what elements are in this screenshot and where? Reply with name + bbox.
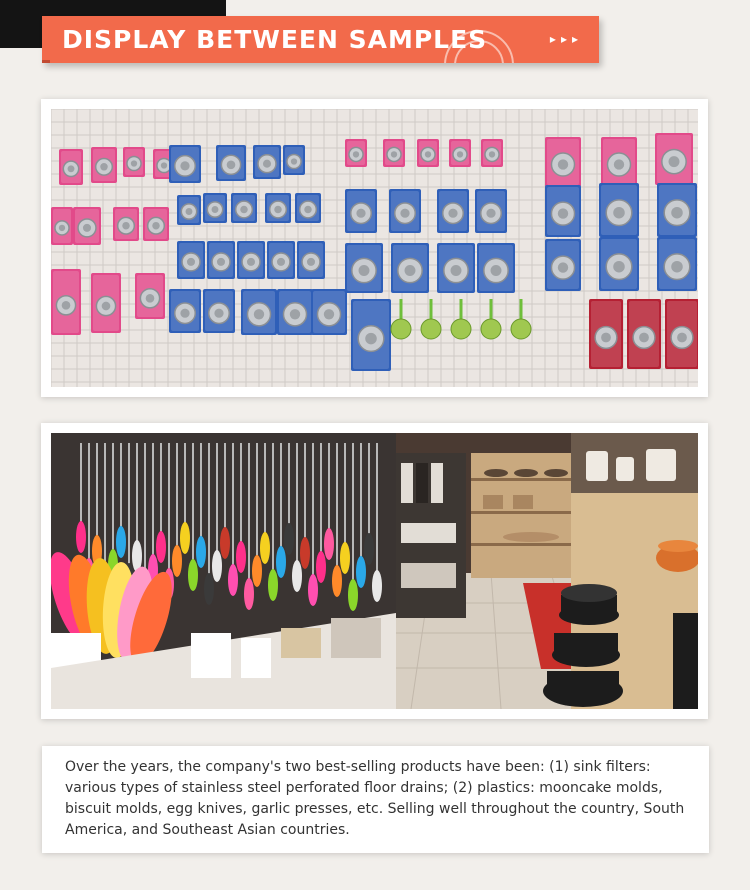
- photo-card-store-interior: [41, 423, 708, 719]
- arrow-right-icons: ▸▸▸: [549, 32, 583, 46]
- section-title-banner: [42, 16, 599, 63]
- description-text: Over the years, the company's two best-selling products have been: (1) sink filters: various types of stainless steel perforated floor drains; (2) plastics: mooncake molds, biscuit molds, egg knives, garlic presses, etc. Selling well throughout the country, South America, and Southeast Asian countries.: [65, 759, 685, 838]
- decorative-circles-icon: [442, 28, 516, 63]
- section-title: DISPLAY BETWEEN SAMPLES: [62, 25, 488, 54]
- description-card: [42, 746, 709, 853]
- photo-wall-display-sink-filters: [51, 109, 698, 387]
- photo-card-wall-display: [41, 99, 708, 397]
- photo-store-interior-kitchenware: [51, 433, 698, 709]
